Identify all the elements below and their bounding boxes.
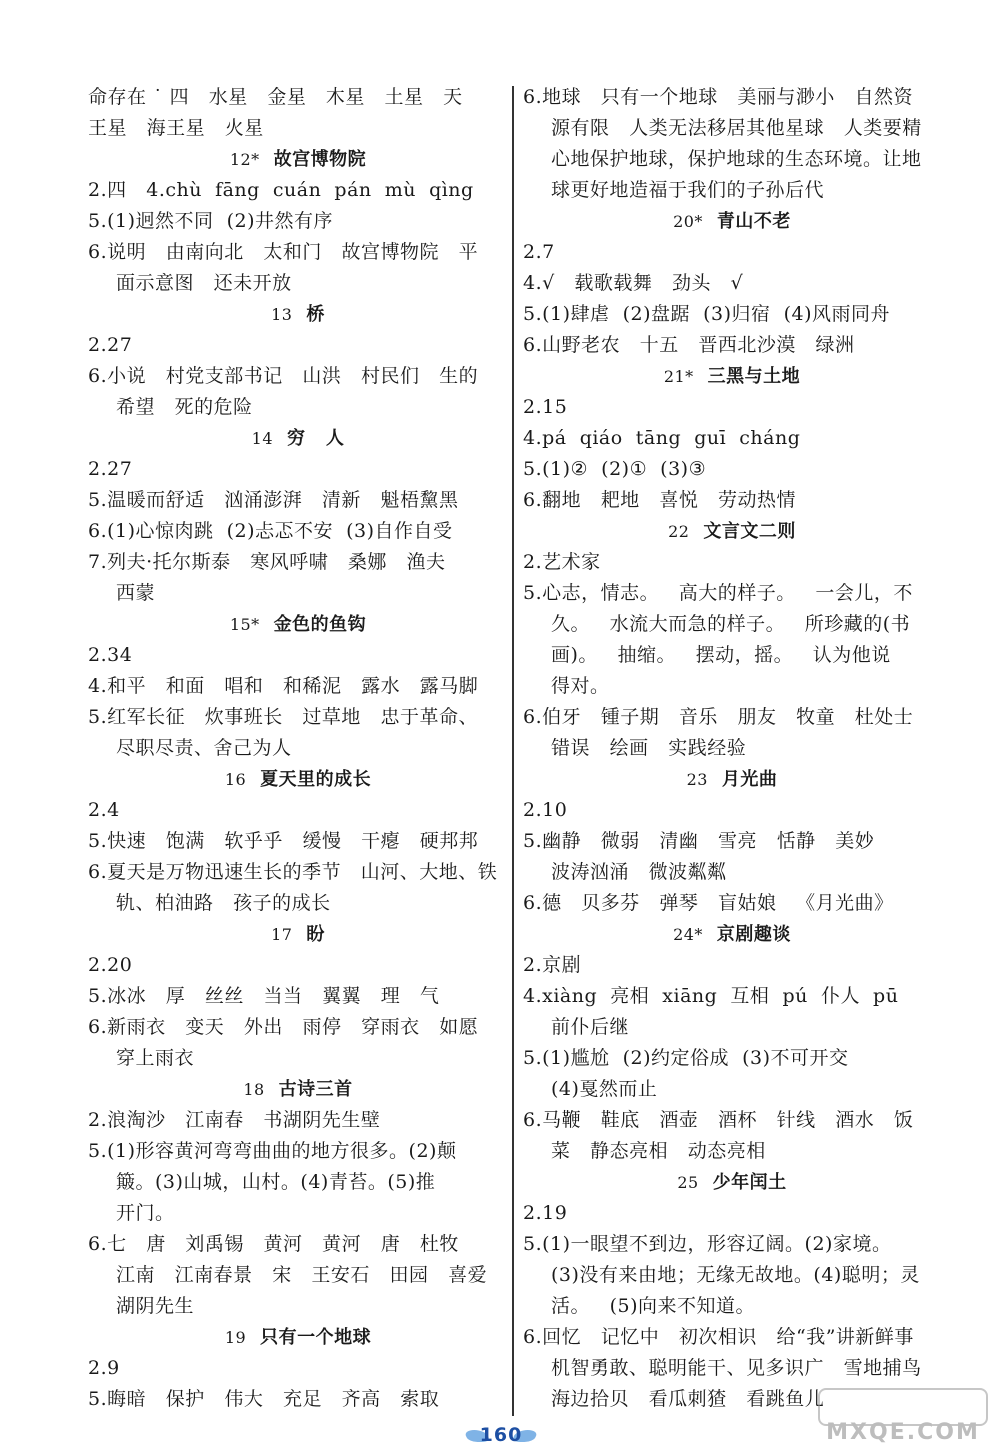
answer-line: 5.(1)尴尬 (2)约定俗成 (3)不可开交 bbox=[523, 1047, 849, 1069]
answer-line: 2.四 4.chù fāng cuán pán mù qìng bbox=[88, 179, 474, 201]
answer-line: 4.pá qiáo tāng guī cháng bbox=[523, 427, 801, 449]
answer-line: 5.冰冰 厚 丝丝 当当 翼翼 理 气 bbox=[88, 985, 440, 1007]
answer-line: 得对。 bbox=[551, 675, 610, 697]
answer-line: 6.七 唐 刘禹锡 黄河 黄河 唐 杜牧 bbox=[88, 1233, 459, 1255]
answer-line: 王星 海王星 火星 bbox=[88, 117, 264, 139]
answer-line: 波涛汹涌 微波粼粼 bbox=[551, 861, 727, 883]
answer-line: 2.10 bbox=[523, 799, 568, 821]
answer-line: 6.小说 村党支部书记 山洪 村民们 生的 bbox=[88, 365, 479, 387]
answer-line: 6.说明 由南向北 太和门 故宫博物院 平 bbox=[88, 241, 479, 263]
lesson-heading bbox=[88, 423, 508, 454]
answer-line: 6.翻地 耙地 喜悦 劳动热情 bbox=[523, 489, 796, 511]
lesson-heading bbox=[88, 299, 508, 330]
answer-line: 2.京剧 bbox=[523, 954, 582, 976]
lesson-title: 文言文二则 bbox=[703, 521, 796, 542]
lesson-heading bbox=[88, 919, 508, 950]
lesson-title: 古诗三首 bbox=[278, 1079, 353, 1100]
lesson-heading bbox=[523, 919, 941, 950]
watermark-url: MXQE.COM bbox=[826, 1420, 980, 1445]
answer-line: 6.马鞭 鞋底 酒壶 酒杯 针线 酒水 饭 bbox=[523, 1109, 914, 1131]
answer-line: 2.艺术家 bbox=[523, 551, 601, 573]
answer-line: (3)没有来由地；无缘无故地。(4)聪明；灵 bbox=[551, 1264, 920, 1286]
answer-line: 5.快速 饱满 软乎乎 缓慢 干瘪 硬邦邦 bbox=[88, 830, 479, 852]
lesson-title: 只有一个地球 bbox=[260, 1327, 372, 1348]
answer-line: 5.(1)迥然不同 (2)井然有序 bbox=[88, 210, 334, 232]
lesson-heading bbox=[523, 1167, 941, 1198]
answer-line: 源有限 人类无法移居其他星球 人类要精 bbox=[551, 117, 922, 139]
lesson-title: 故宫博物院 bbox=[273, 149, 367, 170]
lesson-title: 金色的鱼钩 bbox=[273, 614, 367, 635]
answer-line: 轨、柏油路 孩子的成长 bbox=[116, 892, 331, 914]
lesson-title: 穷 人 bbox=[287, 428, 345, 449]
answer-line: 5.晦暗 保护 伟大 充足 齐高 索取 bbox=[88, 1388, 440, 1410]
answer-line: 5.(1)② (2)① (3)③ bbox=[523, 458, 707, 480]
lesson-title: 桥 bbox=[306, 304, 325, 325]
lesson-number: 25 bbox=[677, 1173, 699, 1192]
answer-line: 5.(1)肆虐 (2)盘踞 (3)归宿 (4)风雨同舟 bbox=[523, 303, 891, 325]
right-column bbox=[523, 82, 941, 1415]
answer-line: 希望 死的危险 bbox=[116, 396, 253, 418]
answer-line: 4.xiàng 亮相 xiāng 互相 pú 仆人 pū bbox=[523, 985, 899, 1007]
lesson-heading bbox=[523, 206, 941, 237]
lesson-number: 16 bbox=[224, 770, 247, 789]
lesson-title: 青山不老 bbox=[716, 211, 791, 232]
answer-line: 5.(1)形容黄河弯弯曲曲的地方很多。(2)颠 bbox=[88, 1140, 457, 1162]
answer-line: 西蒙 bbox=[116, 582, 156, 604]
page-number: 160 bbox=[479, 1424, 523, 1446]
answer-line: 7.列夫·托尔斯泰 寒风呼啸 桑娜 渔夫 bbox=[88, 551, 446, 573]
lesson-number: 23 bbox=[686, 770, 708, 789]
left-column bbox=[88, 82, 508, 1415]
answer-line: (4)戛然而止 bbox=[551, 1078, 658, 1100]
page-number-badge bbox=[466, 1424, 536, 1448]
answer-line: 2.27 bbox=[88, 334, 133, 356]
lesson-heading bbox=[88, 764, 508, 795]
answer-line: 错误 绘画 实践经验 bbox=[551, 737, 747, 759]
watermark bbox=[818, 1388, 988, 1448]
lesson-heading bbox=[523, 764, 941, 795]
answer-line: 尽职尽责、舍己为人 bbox=[116, 737, 292, 759]
answer-line: 2.20 bbox=[88, 954, 133, 976]
answer-line: 2.34 bbox=[88, 644, 133, 666]
answer-line: 6.回忆 记忆中 初次相识 给“我”讲新鲜事 bbox=[523, 1326, 914, 1348]
lesson-heading bbox=[523, 361, 941, 392]
answer-line: 画)。 抽缩。 摆动，摇。 认为他说 bbox=[551, 644, 891, 666]
answer-line: 穿上雨衣 bbox=[116, 1047, 195, 1069]
answer-line: 2.27 bbox=[88, 458, 133, 480]
answer-line: 江南 江南春景 宋 王安石 田园 喜爱 bbox=[116, 1264, 488, 1286]
answer-line: 2.19 bbox=[523, 1202, 568, 1224]
answer-line: 5.(1)一眼望不到边，形容辽阔。(2)家境。 bbox=[523, 1233, 892, 1255]
answer-line: 6.山野老农 十五 晋西北沙漠 绿洲 bbox=[523, 334, 855, 356]
lesson-heading bbox=[88, 1322, 508, 1353]
answer-line: 久。 水流大而急的样子。 所珍藏的(书 bbox=[551, 613, 911, 635]
lesson-title: 京剧趣谈 bbox=[716, 924, 791, 945]
answer-line: 5.心志，情志。 高大的样子。 一会儿，不 bbox=[523, 582, 913, 604]
answer-line: 球更好地造福于我们的子孙后代 bbox=[551, 179, 825, 201]
lesson-number: 22 bbox=[668, 522, 690, 541]
answer-line: 5.幽静 微弱 清幽 雪亮 恬静 美妙 bbox=[523, 830, 875, 852]
lesson-number: 19 bbox=[224, 1328, 247, 1347]
answer-line: 开门。 bbox=[116, 1202, 175, 1224]
answer-line: 6.伯牙 锺子期 音乐 朋友 牧童 杜处士 bbox=[523, 706, 914, 728]
answer-line: 6.夏天是万物迅速生长的季节 山河、大地、铁 bbox=[88, 861, 498, 883]
lesson-number: 14 bbox=[251, 429, 274, 448]
lesson-title: 三黑与土地 bbox=[707, 366, 801, 387]
answer-line: 簸。(3)山城，山村。(4)青苔。(5)推 bbox=[116, 1171, 436, 1193]
answer-line: 面示意图 还未开放 bbox=[116, 272, 292, 294]
lesson-heading bbox=[88, 1074, 508, 1105]
lesson-title: 月光曲 bbox=[721, 769, 778, 790]
answer-line: 2.浪淘沙 江南春 书湖阴先生壁 bbox=[88, 1109, 381, 1131]
lesson-title: 少年闰土 bbox=[712, 1172, 787, 1193]
lesson-number: 21* bbox=[663, 367, 694, 386]
lesson-title: 盼 bbox=[306, 924, 325, 945]
answer-line: 6.(1)心惊肉跳 (2)忐忑不安 (3)自作自受 bbox=[88, 520, 453, 542]
answer-line: 2.15 bbox=[523, 396, 568, 418]
answer-line: 6.新雨衣 变天 外出 雨停 穿雨衣 如愿 bbox=[88, 1016, 479, 1038]
lesson-heading bbox=[88, 144, 508, 175]
answer-line: 命存在 ˙ 四 水星 金星 木星 土星 天 bbox=[88, 86, 463, 108]
answer-line: 2.7 bbox=[523, 241, 555, 263]
lesson-heading bbox=[523, 516, 941, 547]
answer-line: 6.德 贝多芬 弹琴 盲姑娘 《月光曲》 bbox=[523, 892, 894, 914]
answer-line: 心地保护地球，保护地球的生态环境。让地 bbox=[551, 148, 922, 170]
lesson-number: 24* bbox=[673, 925, 703, 944]
lesson-heading bbox=[88, 609, 508, 640]
answer-line: 海边拾贝 看瓜刺猹 看跳鱼儿 bbox=[551, 1388, 825, 1410]
answer-line: 菜 静态亮相 动态亮相 bbox=[551, 1140, 766, 1162]
lesson-number: 15* bbox=[229, 615, 260, 634]
answer-line: 4.和平 和面 唱和 和稀泥 露水 露马脚 bbox=[88, 675, 479, 697]
answer-line: 前仆后继 bbox=[551, 1016, 630, 1038]
answer-line: 湖阴先生 bbox=[116, 1295, 195, 1317]
answer-line: 6.地球 只有一个地球 美丽与渺小 自然资 bbox=[523, 86, 913, 108]
lesson-title: 夏天里的成长 bbox=[260, 769, 372, 790]
lesson-number: 18 bbox=[243, 1080, 265, 1099]
answer-line: 5.温暖而舒适 汹涌澎湃 清新 魁梧黧黑 bbox=[88, 489, 459, 511]
answer-line: 2.4 bbox=[88, 799, 120, 821]
column-divider bbox=[512, 86, 514, 1416]
lesson-number: 13 bbox=[271, 305, 293, 324]
answer-line: 4.√ 载歌载舞 劲头 √ bbox=[523, 272, 744, 294]
answer-line: 活。 (5)向来不知道。 bbox=[551, 1295, 756, 1317]
lesson-number: 20* bbox=[673, 212, 703, 231]
answer-line: 2.9 bbox=[88, 1357, 120, 1379]
answer-line: 机智勇敢、聪明能干、见多识广 雪地捕鸟 bbox=[551, 1357, 922, 1379]
answer-line: 5.红军长征 炊事班长 过草地 忠于革命、 bbox=[88, 706, 478, 728]
lesson-number: 17 bbox=[271, 925, 293, 944]
lesson-number: 12* bbox=[229, 150, 260, 169]
